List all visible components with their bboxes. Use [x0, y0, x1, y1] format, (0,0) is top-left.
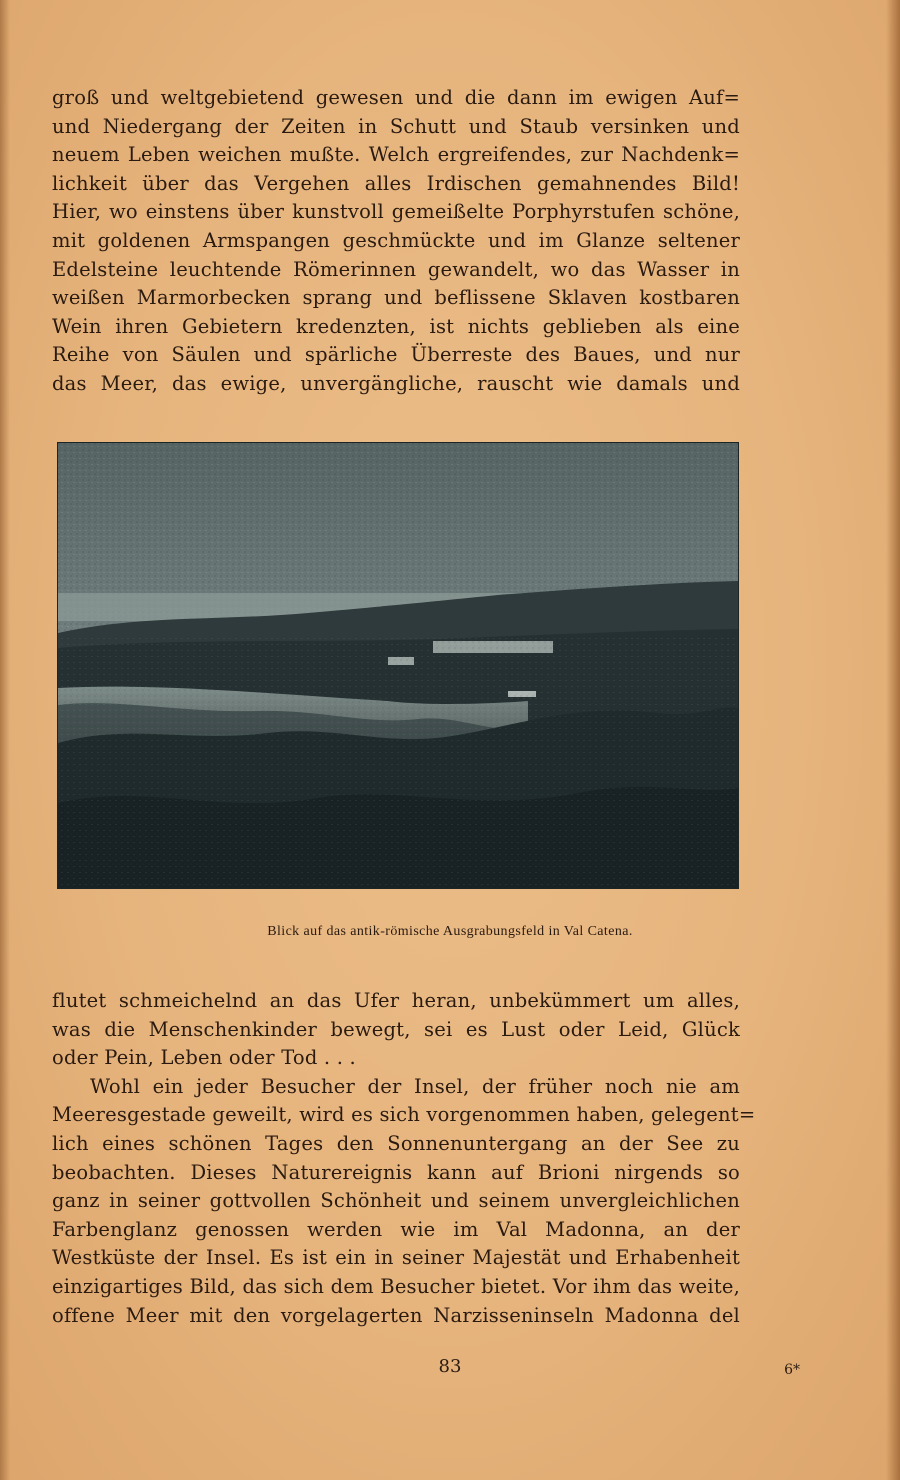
text-line: einzigartiges Bild, das sich dem Besucher bietet. Vor ihm das weite,: [52, 1274, 740, 1298]
text-line: Edelsteine leuchtende Römerinnen gewandelt, wo das Wasser in: [52, 257, 740, 281]
text-line: lichkeit über das Vergehen alles Irdischen gemahnendes Bild!: [52, 171, 740, 195]
text-line: was die Menschenkinder bewegt, sei es Lust oder Leid, Glück: [52, 1017, 740, 1041]
text-before-image: [52, 84, 740, 399]
text-line: ganz in seiner gottvollen Schönheit und seinem unvergleichlichen: [52, 1189, 740, 1213]
text-line: flutet schmeichelnd an das Ufer heran, unbekümmert um alles,: [52, 989, 740, 1012]
text-line: weißen Marmorbecken sprang und beflissene Sklaven kostbaren: [52, 286, 740, 310]
text-line: und Niedergang der Zeiten in Schutt und Staub versinken und: [52, 114, 740, 138]
text-line-paragraph-start: Wohl ein jeder Besucher der Insel, der früher noch nie am: [90, 1074, 740, 1098]
text-line: lich eines schönen Tages den Sonnenuntergang an der See zu: [52, 1131, 740, 1155]
text-line: Farbenglanz genossen werden wie im Val Madonna, an der: [52, 1217, 740, 1241]
landscape-photo: [57, 442, 739, 889]
text-line: das Meer, das ewige, unvergängliche, rauscht wie damals und: [52, 371, 740, 395]
text-line: offene Meer mit den vorgelagerten Narzisseninseln Madonna del: [52, 1303, 740, 1327]
text-line: oder Pein, Leben oder Tod . . .: [52, 1046, 356, 1070]
page-edge-shadow-right: [886, 0, 900, 1480]
text-line: mit goldenen Armspangen geschmückte und im Glanze seltener: [52, 228, 740, 252]
text-line: groß und weltgebietend gewesen und die dann im ewigen Auf=: [52, 86, 740, 109]
text-line: Wein ihren Gebietern kredenzten, ist nichts geblieben als eine: [52, 314, 740, 338]
text-line: Westküste der Insel. Es ist ein in seiner Majestät und Erhabenheit: [52, 1246, 740, 1270]
image-caption: Blick auf das antik-römische Ausgrabungsfeld in Val Catena.: [267, 924, 633, 939]
text-line: neuem Leben weichen mußte. Welch ergreifendes, zur Nachdenk=: [52, 143, 740, 167]
text-line: Meeresgestade geweilt, wird es sich vorgenommen haben, gelegent=: [52, 1103, 756, 1127]
signature-mark: 6*: [784, 1362, 800, 1378]
page-number: 83: [438, 1356, 462, 1377]
text-line: Hier, wo einstens über kunstvoll gemeißelte Porphyrstufen schöne,: [52, 200, 740, 224]
landscape-photo-drawing: [58, 443, 738, 888]
text-line: beobachten. Dieses Naturereignis kann auf Brioni nirgends so: [52, 1160, 740, 1184]
text-after-image: [52, 987, 756, 1330]
page-edge-shadow-left: [0, 0, 10, 1480]
text-line: Reihe von Säulen und spärliche Überreste des Baues, und nur: [52, 343, 740, 367]
